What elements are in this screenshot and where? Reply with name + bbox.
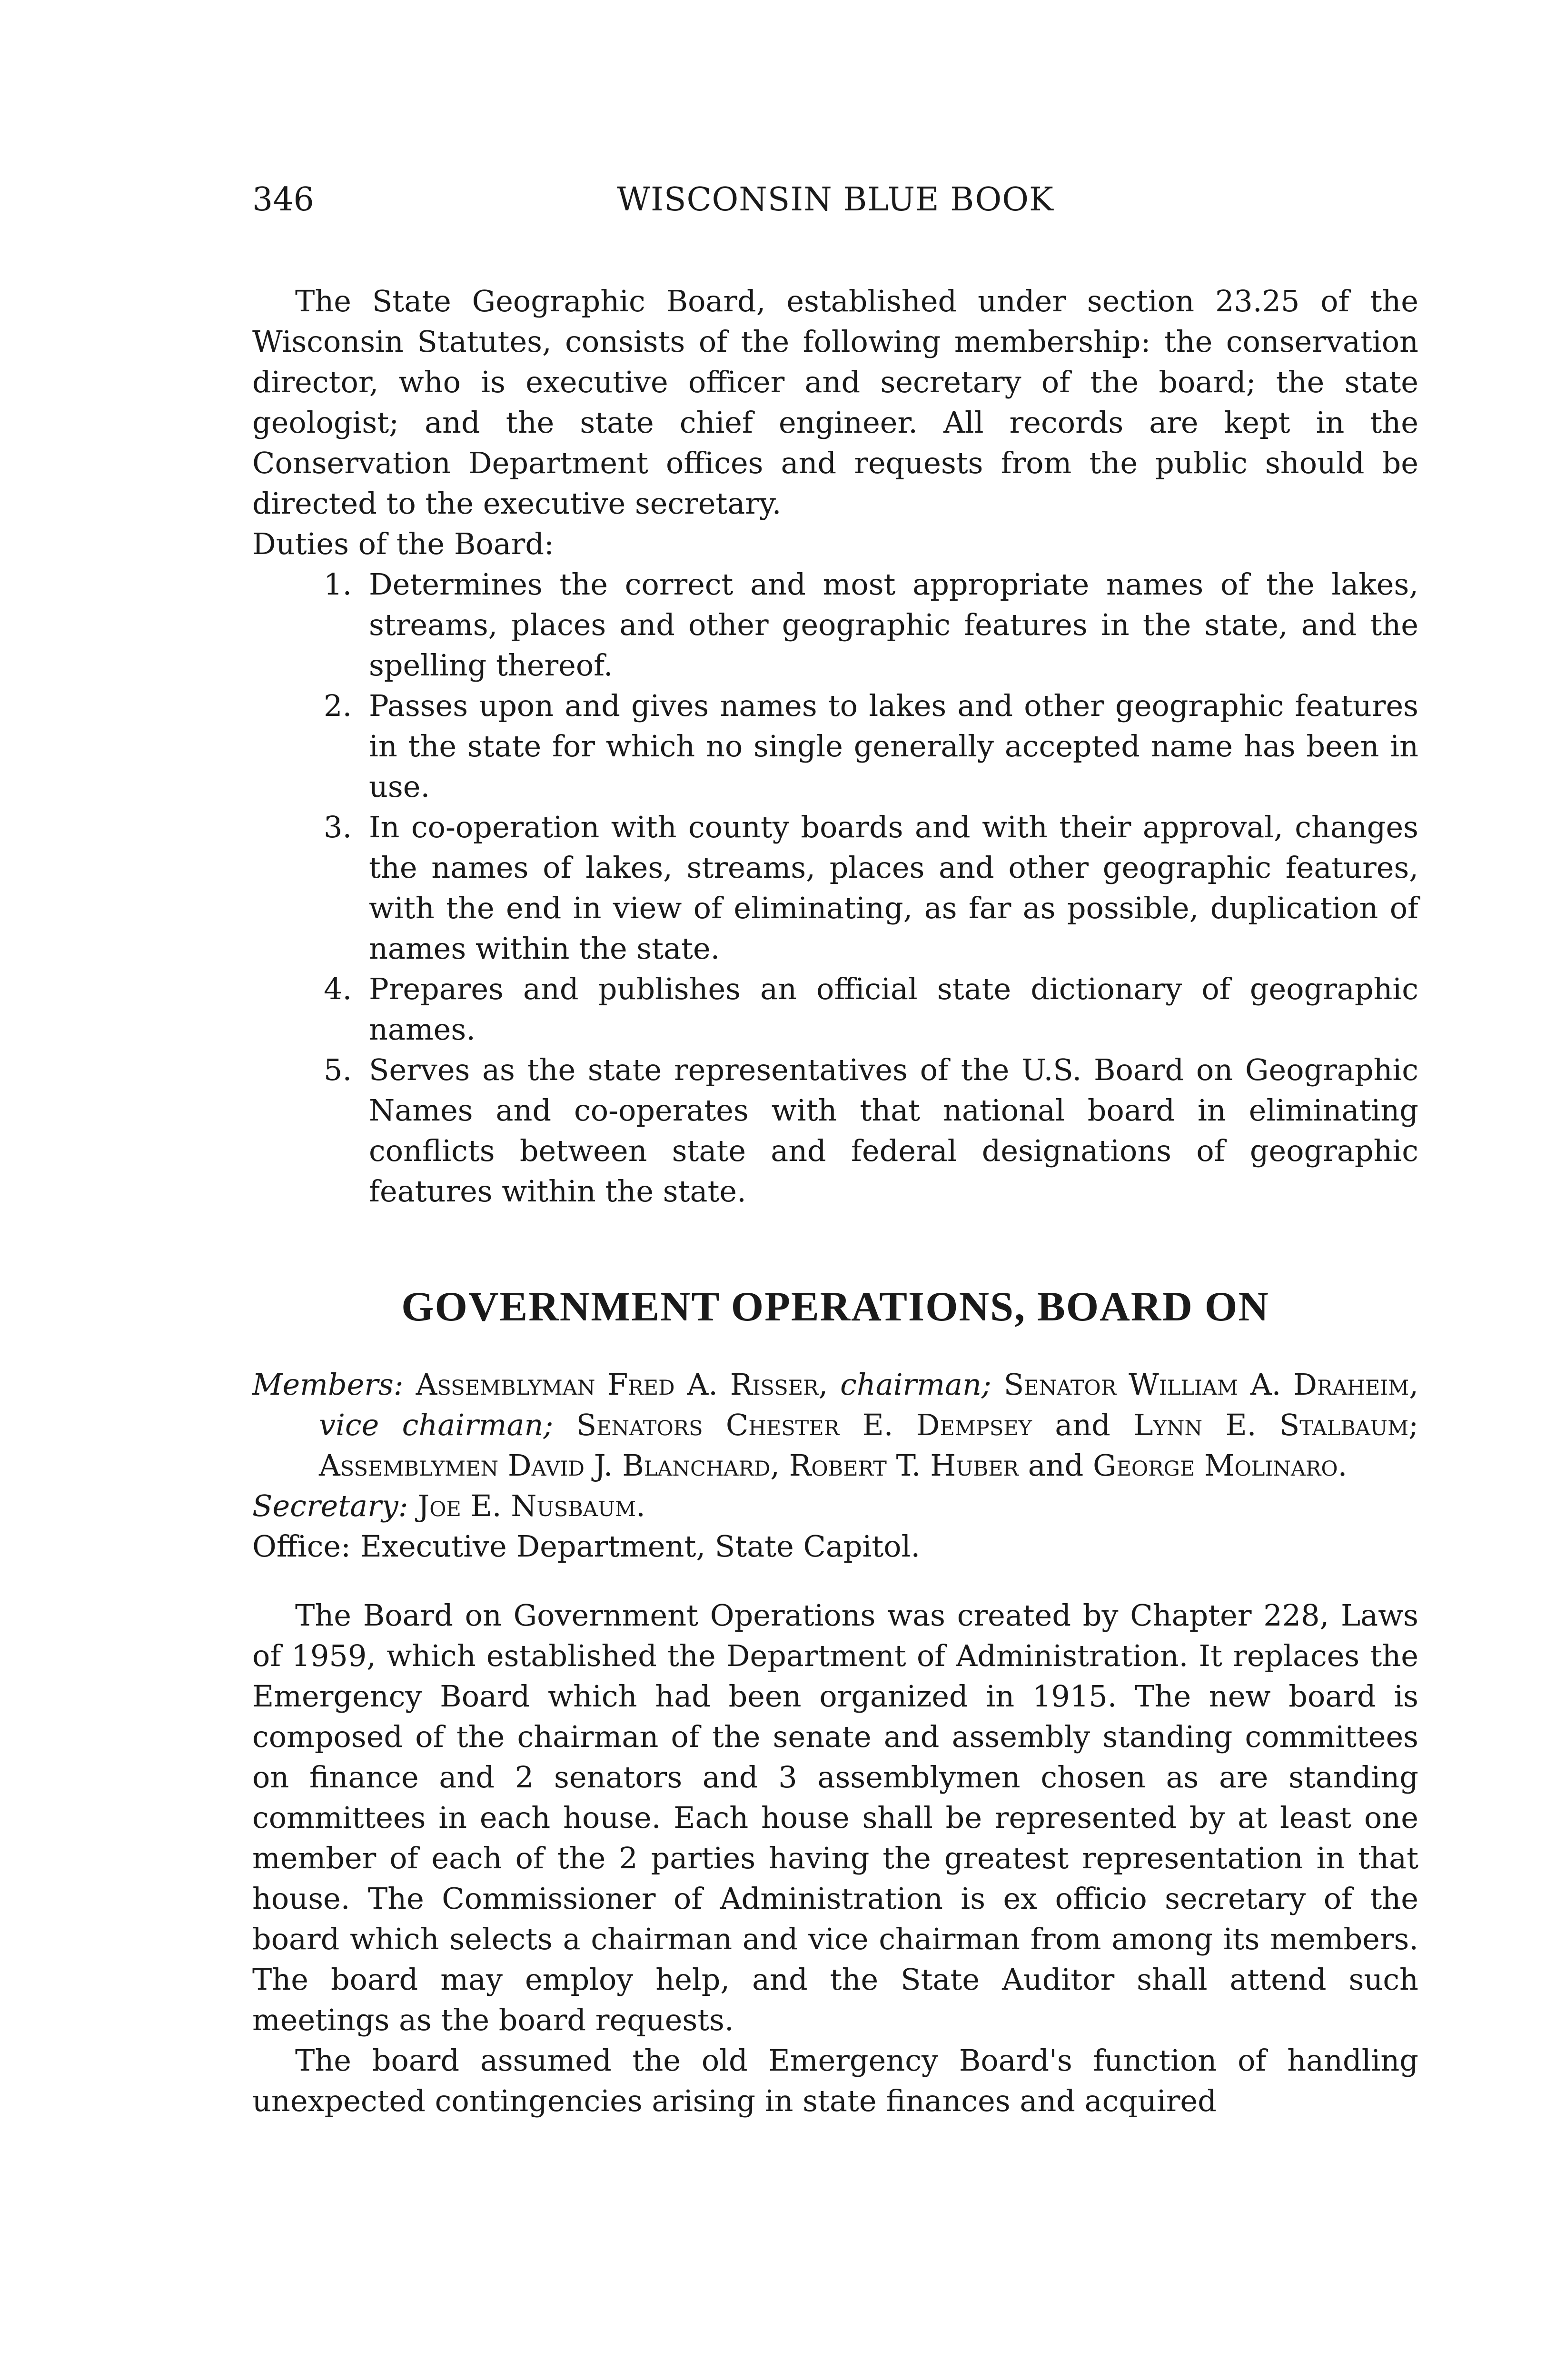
gov-ops-paragraph: The Board on Government Operations was created by Chapter 228, Laws of 1959, which established the Department of Administration. It replaces the Emergency Board which had been organized in 1915. The new board is composed of the chairman of the senate and assembly standing committees on finance and 2 senators and 3 assemblymen chosen as are standing committees in each house. Each house shall be represented by at least one member of each of the 2 parties having the greatest representation in that house. The Commissioner of Administration is ex officio secretary of the board which selects a chairman and vice chairman from among its members. The board may employ help, and the State Auditor shall attend such meetings as the board requests. (252, 1598, 1418, 2037)
list-item: 5. Serves as the state representatives of the U.S. Board on Geographic Names and co-operates with that national board in eliminating conflicts between state and federal designations of geographic features within the state. (324, 1052, 1418, 1209)
list-item: 3. In co-operation with county boards and with their approval, changes the names of lakes, streams, places and other geographic features, with the end in view of eliminating, as far as possible, duplication of names within the state. (324, 810, 1418, 966)
page (252, 181, 1418, 2121)
duties-list (324, 564, 1418, 1211)
members-list: Members: Assemblyman Fred A. Risser, chairman; Senator William A. Draheim, vice chairman; Senators Chester E. Dempsey and Lynn E. Stalbaum; Assemblymen David J. Blanchard, Robert T. Huber and George Molinaro. (252, 1367, 1419, 1483)
section-title: GOVERNMENT OPERATIONS, BOARD ON (401, 1284, 1269, 1330)
gov-ops-paragraph-2: The board assumed the old Emergency Board's function of handling unexpected contingencies arising in state finances and acquired (252, 2043, 1418, 2118)
list-item: 2. Passes upon and gives names to lakes and other geographic features in the state for which no single generally accepted name has been in use. (324, 688, 1418, 804)
geo-board-intro: The State Geographic Board, established under section 23.25 of the Wisconsin Statutes, consists of the following membership: the conservation director, who is executive officer and secretary of the board; the state geologist; and the state chief engineer. All records are kept in the Conservation Department offices and requests from the public should be directed to the executive secretary. (252, 284, 1418, 521)
list-item: 1. Determines the correct and most appropriate names of the lakes, streams, places and other geographic features in the state, and the spelling thereof. (324, 567, 1418, 683)
page-number: 346 (252, 181, 314, 218)
page-header (252, 181, 1418, 233)
duties-label: Duties of the Board: (252, 526, 554, 561)
running-head: WISCONSIN BLUE BOOK (617, 181, 1054, 218)
office-line: Office: Executive Department, State Capitol. (252, 1529, 921, 1564)
list-item: 4. Prepares and publishes an official state dictionary of geographic names. (324, 972, 1418, 1047)
secretary-line: Secretary: Joe E. Nusbaum. (252, 1488, 645, 1523)
